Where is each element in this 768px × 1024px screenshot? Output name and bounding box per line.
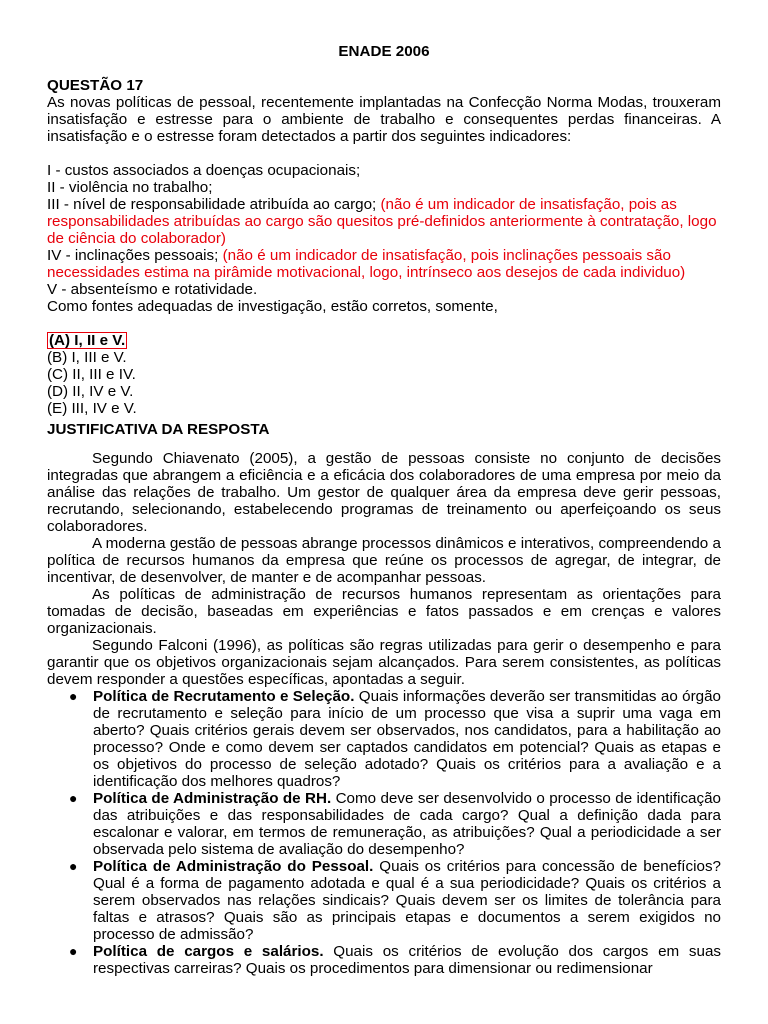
bullet-icon: ● <box>69 790 78 806</box>
option-a <box>47 332 721 349</box>
bullet-icon: ● <box>69 858 78 874</box>
policy-item <box>47 858 721 943</box>
policy-list <box>47 688 721 977</box>
indicator-text: IV - inclinações pessoais; <box>47 247 223 264</box>
policy-text: Como deve ser desenvolvido o processo de identificação das atribuições e das responsabilidades de cada cargo? Qual a definição dada para escalonar e valorar, em termos de remuneração, as atribuições? Qual a periodicidade a ser observada pelo sistema de avaliação do desempenho? <box>93 790 721 858</box>
policy-title: Política de Administração de RH. <box>93 790 332 807</box>
policy-title: Política de cargos e salários. <box>93 943 324 960</box>
justification-paragraph-2: A moderna gestão de pessoas abrange processos dinâmicos e interativos, compreendendo a política de recursos humanos da empresa que reúne os processos de agregar, de integrar, de incentivar, de desenvolver, de manter e de acompanhar pessoas. <box>47 535 721 586</box>
policy-text: Quais informações deverão ser transmitidas ao órgão de recrutamento e seleção para início de um processo que visa a suprir uma vaga em aberto? Quais critérios gerais devem ser observados, nos candidatos, para a habilitação ao processo? Onde e como devem ser captados candidatos em potencial? Quais as etapas e os objetivos do processo de seleção adotado? Quais os critérios para a avaliação e a identificação dos melhores quadros? <box>93 688 721 790</box>
option-d: (D) II, IV e V. <box>47 383 134 400</box>
bullet-icon: ● <box>69 943 78 959</box>
justification-paragraph-1: Segundo Chiavenato (2005), a gestão de pessoas consiste no conjunto de decisões integradas que abrangem a eficiência e a eficácia dos colaboradores de uma empresa por meio da análise das relações de trabalho. Um gestor de qualquer área da empresa deve gerir pessoas, recrutando, selecionando, estabelecendo programas de treinamento ou aperfeiçoando os seus colaboradores. <box>47 450 721 535</box>
policy-item <box>47 943 721 977</box>
indicator-text: I - custos associados a doenças ocupacionais; <box>47 162 361 179</box>
policy-text: Quais os critérios de evolução dos cargos em suas respectivas carreiras? Quais os procedimentos para dimensionar ou redimensionar <box>93 943 721 977</box>
policy-title: Política de Recrutamento e Seleção. <box>93 688 355 705</box>
indicator-note: (não é um indicador de insatisfação, pois inclinações pessoais são necessidades estima na pirâmide motivacional, logo, intrínseco aos desejos de cada individuo) <box>47 247 686 281</box>
document-title: ENADE 2006 <box>338 43 430 60</box>
justification-paragraph-4: Segundo Falconi (1996), as políticas são regras utilizadas para gerir o desempenho e para garantir que os objetivos organizacionais sejam alcançados. Para serem consistentes, as políticas devem responder a questões específicas, apontadas a seguir. <box>47 637 721 688</box>
spacer <box>47 315 721 332</box>
document-content <box>47 43 721 977</box>
policy-item <box>47 688 721 790</box>
question-intro: As novas políticas de pessoal, recentemente implantadas na Confecção Norma Modas, trouxeram insatisfação e estresse para o ambiente de trabalho e consequentes perdas financeiras. A insatisfação e o estresse foram detectados a partir dos seguintes indicadores: <box>47 94 721 145</box>
option-b: (B) I, III e V. <box>47 349 127 366</box>
policy-text: Quais os critérios para concessão de benefícios? Qual é a forma de pagamento adotada e qual é a sua periodicidade? Quais os critérios a serem observados nas relações sindicais? Quais devem ser os limites de tolerância para faltas e atrasos? Quais são as principais etapas e documentos a serem exigidos no processo de admissão? <box>93 858 721 943</box>
question-prompt: Como fontes adequadas de investigação, estão corretos, somente, <box>47 298 498 315</box>
spacer <box>47 145 721 162</box>
option-c: (C) II, III e IV. <box>47 366 136 383</box>
correct-answer-box: (A) I, II e V. <box>49 332 126 349</box>
justification-paragraph-3: As políticas de administração de recursos humanos representam as orientações para tomadas de decisão, baseadas em experiências e fatos passados e em crenças e valores organizacionais. <box>47 586 721 637</box>
question-label: QUESTÃO 17 <box>47 77 144 94</box>
indicator-text: III - nível de responsabilidade atribuída ao cargo; <box>47 196 381 213</box>
indicator-1 <box>47 162 721 179</box>
indicator-5 <box>47 281 721 298</box>
justification-title: JUSTIFICATIVA DA RESPOSTA <box>47 421 270 438</box>
indicator-4 <box>47 247 721 281</box>
policy-title: Política de Administração do Pessoal. <box>93 858 374 875</box>
indicator-text: V - absenteísmo e rotatividade. <box>47 281 258 298</box>
indicator-2 <box>47 179 721 196</box>
indicator-note: (não é um indicador de insatisfação, pois as responsabilidades atribuídas ao cargo são quesitos pré-definidos anteriormente à contratação, logo de ciência do colaborador) <box>47 196 717 247</box>
policy-item <box>47 790 721 858</box>
indicator-3 <box>47 196 721 247</box>
option-e: (E) III, IV e V. <box>47 400 137 417</box>
indicator-text: II - violência no trabalho; <box>47 179 213 196</box>
bullet-icon: ● <box>69 688 78 704</box>
